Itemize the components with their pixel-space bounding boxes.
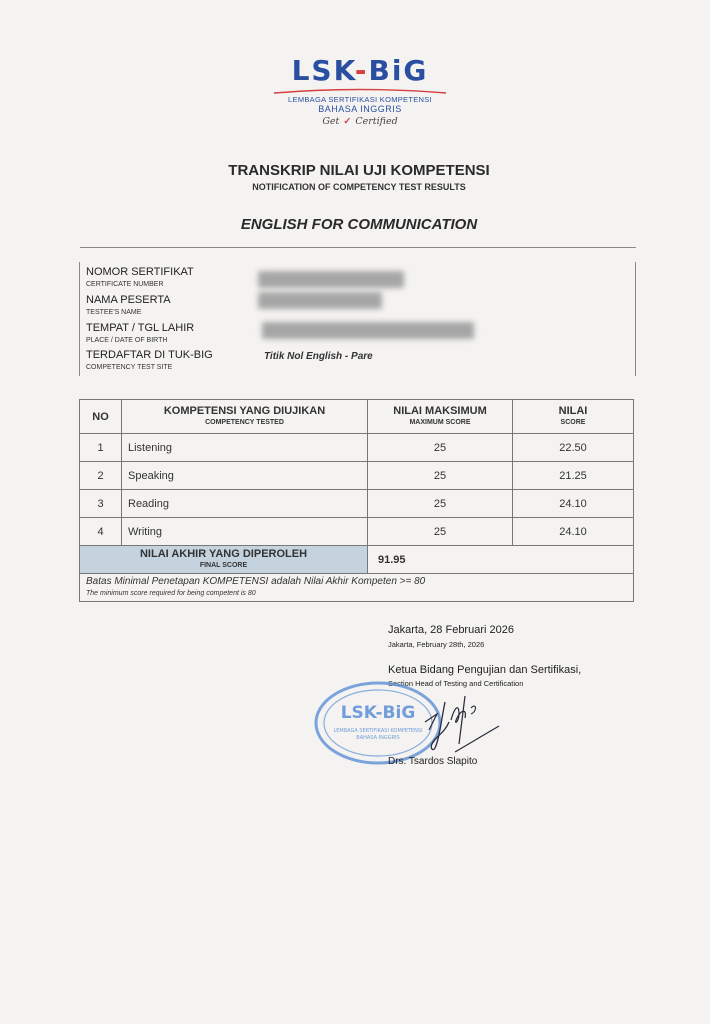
logo-swoosh-icon xyxy=(272,88,448,94)
col-no: NO xyxy=(80,400,122,434)
birth-redacted xyxy=(262,322,474,339)
check-icon: ✓ xyxy=(343,116,352,127)
row-no: 1 xyxy=(80,434,122,462)
logo-tagline xyxy=(270,116,450,127)
final-score-value: 91.95 xyxy=(368,546,634,574)
header-divider xyxy=(80,247,636,248)
row-max: 25 xyxy=(368,462,513,490)
site-value: Titik Nol English - Pare xyxy=(264,351,373,362)
place-date-en: Jakarta, February 28th, 2026 xyxy=(388,640,485,649)
minimum-note-text: Batas Minimal Penetapan KOMPETENSI adalah Nilai Akhir Kompeten >= 80 xyxy=(86,575,426,587)
certificate-field xyxy=(86,266,194,291)
minimum-note-row xyxy=(80,574,634,602)
birth-label: TEMPAT / TGL LAHIR xyxy=(86,322,195,334)
handwritten-signature xyxy=(415,692,505,756)
row-competency: Listening xyxy=(122,434,368,462)
row-competency: Reading xyxy=(122,490,368,518)
table-row xyxy=(80,518,634,546)
final-label: NILAI AKHIR YANG DIPEROLEH xyxy=(139,547,308,560)
col-competency-label-en: COMPETENCY TESTED xyxy=(205,418,284,426)
score-table xyxy=(79,399,634,602)
table-header xyxy=(80,400,634,434)
col-max-label-en: MAXIMUM SCORE xyxy=(409,418,471,426)
row-score: 21.25 xyxy=(513,462,634,490)
site-field xyxy=(86,349,213,374)
name-field xyxy=(86,294,171,319)
minimum-note-text-en: The minimum score required for being competent is 80 xyxy=(86,589,256,597)
certificate-label-en: CERTIFICATE NUMBER xyxy=(86,281,164,288)
birth-field xyxy=(86,322,194,347)
signer-role: Ketua Bidang Pengujian dan Sertifikasi, xyxy=(388,664,582,676)
row-no: 3 xyxy=(80,490,122,518)
table-row xyxy=(80,462,634,490)
row-competency: Speaking xyxy=(122,462,368,490)
row-no: 4 xyxy=(80,518,122,546)
row-max: 25 xyxy=(368,490,513,518)
svg-text:LSK-BiG: LSK-BiG xyxy=(340,703,416,723)
table-row xyxy=(80,490,634,518)
page-title: TRANSKRIP NILAI UJI KOMPETENSI xyxy=(228,162,490,179)
testee-info xyxy=(79,262,636,376)
signer-role-en: Section Head of Testing and Certification xyxy=(388,679,524,688)
row-max: 25 xyxy=(368,434,513,462)
logo-tagline-right: Certified xyxy=(355,116,398,127)
svg-text:LEMBAGA SERTIFIKASI KOMPETENSI: LEMBAGA SERTIFIKASI KOMPETENSI xyxy=(333,728,423,734)
program-title: ENGLISH FOR COMMUNICATION xyxy=(240,216,478,233)
final-label-en: FINAL SCORE xyxy=(199,561,248,569)
row-score: 24.10 xyxy=(513,490,634,518)
place-date: Jakarta, 28 Februari 2026 xyxy=(388,624,514,636)
certificate-number-redacted xyxy=(258,271,404,288)
row-max: 25 xyxy=(368,518,513,546)
row-no: 2 xyxy=(80,462,122,490)
col-max-label: NILAI MAKSIMUM xyxy=(393,404,487,417)
final-score-row xyxy=(80,546,634,574)
col-max-score xyxy=(368,400,513,434)
col-competency xyxy=(122,400,368,434)
testee-name-redacted xyxy=(258,292,382,309)
birth-label-en: PLACE / DATE OF BIRTH xyxy=(86,337,168,344)
col-score-label: NILAI xyxy=(558,404,588,417)
site-label: TERDAFTAR DI TUK-BIG xyxy=(86,349,213,361)
logo-wordmark: LSK-BiG xyxy=(291,54,429,87)
col-score xyxy=(513,400,634,434)
col-competency-label: KOMPETENSI YANG DIUJIKAN xyxy=(163,404,326,417)
signer-name: Drs. Tsardos Slapito xyxy=(388,756,478,767)
logo-line2: BAHASA INGGRIS xyxy=(318,104,402,114)
col-score-label-en: SCORE xyxy=(560,418,586,426)
logo-line1: LEMBAGA SERTIFIKASI KOMPETENSI xyxy=(288,95,432,104)
row-score: 24.10 xyxy=(513,518,634,546)
final-score-label xyxy=(80,546,368,574)
name-label: NAMA PESERTA xyxy=(86,294,171,306)
row-competency: Writing xyxy=(122,518,368,546)
row-score: 22.50 xyxy=(513,434,634,462)
table-row xyxy=(80,434,634,462)
page-subtitle: NOTIFICATION OF COMPETENCY TEST RESULTS xyxy=(252,182,466,192)
certificate-label: NOMOR SERTIFIKAT xyxy=(86,266,194,278)
minimum-note xyxy=(80,574,634,602)
logo-tagline-left: Get xyxy=(322,116,340,127)
lsk-big-logo xyxy=(270,56,450,127)
site-label-en: COMPETENCY TEST SITE xyxy=(86,364,173,371)
svg-text:BAHASA INGGRIS: BAHASA INGGRIS xyxy=(356,735,400,741)
name-label-en: TESTEE'S NAME xyxy=(86,309,142,316)
